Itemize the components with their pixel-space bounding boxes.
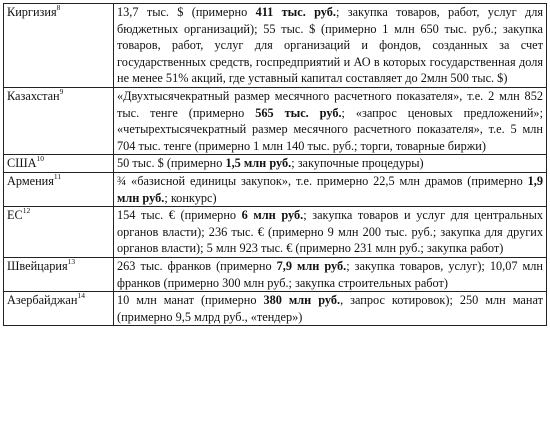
- description-text: ; закупка товаров, услуг); 10,07 млн франков (примерно 300 млн руб.; закупка строительных работ): [117, 258, 543, 290]
- table-row: [4, 155, 547, 173]
- country-cell: [4, 257, 114, 291]
- country-cell: [4, 155, 114, 173]
- threshold-amount-rub: 6 млн руб.: [241, 208, 304, 223]
- country-cell: [4, 4, 114, 88]
- table-row: [4, 4, 547, 88]
- threshold-description-cell: [114, 4, 547, 88]
- threshold-amount-rub: 1,5 млн руб.: [225, 156, 292, 171]
- threshold-amount-rub: 411 тыс. руб.: [255, 5, 336, 19]
- footnote-marker: 9: [59, 86, 64, 96]
- country-cell: [4, 207, 114, 258]
- table-body: [4, 4, 547, 326]
- table-row: [4, 87, 547, 154]
- description-text: ; конкурс): [164, 190, 217, 205]
- threshold-description-cell: [114, 172, 547, 206]
- description-text: ; закупочные процедуры): [291, 156, 424, 171]
- country-cell: [4, 172, 114, 206]
- threshold-amount-rub: 1,9 млн руб.: [117, 173, 543, 205]
- footnote-marker: 8: [56, 2, 61, 12]
- country-name: Казахстан: [7, 88, 60, 103]
- country-name: Швейцария: [7, 258, 68, 273]
- footnote-marker: 11: [53, 171, 62, 181]
- threshold-description-cell: [114, 292, 547, 326]
- description-text: ; закупка товаров, работ, услуг для бюджетных организаций); 55 тыс. $ (примерно 1 млн 650 тыс. руб.; закупка товаров, работ, услуг для организаций и фондов, созданных за счет государственных средств, госпредприятий и АО в которых государственная доля не менее 51% акций, где уставный капитал составляет до 2млн 500 тыс. $): [117, 5, 544, 86]
- country-name: Азербайджан: [7, 293, 78, 308]
- description-text: , запрос котировок); 250 млн манат (примерно 9,5 млрд руб., «тендер»): [117, 293, 543, 324]
- country-name: Киргизия: [7, 5, 57, 19]
- description-text: ¾ «базисной единицы закупок», т.е. примерно 22,5 млн драмов (примерно: [117, 173, 528, 188]
- table-row: [4, 257, 547, 291]
- description-text: «Двухтысячекратный размер месячного расчетного показателя», т.е. 2 млн 852 тыс. тенге (примерно: [117, 88, 543, 120]
- description-text: 10 млн манат (примерно: [117, 293, 264, 308]
- table-row: [4, 292, 547, 326]
- threshold-amount-rub: 380 млн руб.: [263, 293, 341, 308]
- threshold-amount-rub: 7,9 млн руб.: [276, 258, 347, 273]
- threshold-description-cell: [114, 207, 547, 258]
- footnote-marker: 13: [67, 256, 76, 266]
- description-text: 154 тыс. € (примерно: [117, 208, 242, 223]
- description-text: 50 тыс. $ (примерно: [117, 156, 226, 171]
- description-text: 263 тыс. франков (примерно: [117, 258, 277, 273]
- country-name: Армения: [7, 173, 54, 188]
- table-row: [4, 172, 547, 206]
- country-name: США: [7, 156, 37, 171]
- table-row: [4, 207, 547, 258]
- procurement-thresholds-table: [3, 3, 547, 326]
- footnote-marker: 10: [36, 154, 44, 164]
- footnote-marker: 14: [77, 291, 85, 300]
- country-cell: [4, 292, 114, 326]
- description-text: 13,7 тыс. $ (примерно: [117, 5, 256, 19]
- description-text: ; «запрос ценовых предложений»; «четырехтысячекратный размер месячного расчетного показателя», т.е. 5 млн 704 тыс. тенге (примерно 1 млн 140 тыс. руб.; торги, товарные биржи): [117, 105, 543, 153]
- threshold-amount-rub: 565 тыс. руб.: [255, 105, 342, 120]
- footnote-marker: 12: [22, 206, 31, 216]
- country-cell: [4, 87, 114, 154]
- country-name: ЕС: [7, 208, 23, 223]
- description-text: ; закупка товаров и услуг для центральных органов власти); 236 тыс. € (примерно 9 млн 200 тыс. руб.; закупка для других органов власти); 5 млн 923 тыс. € (примерно 231 млн руб.; закупка работ): [117, 208, 543, 256]
- threshold-description-cell: [114, 155, 547, 173]
- threshold-description-cell: [114, 257, 547, 291]
- threshold-description-cell: [114, 87, 547, 154]
